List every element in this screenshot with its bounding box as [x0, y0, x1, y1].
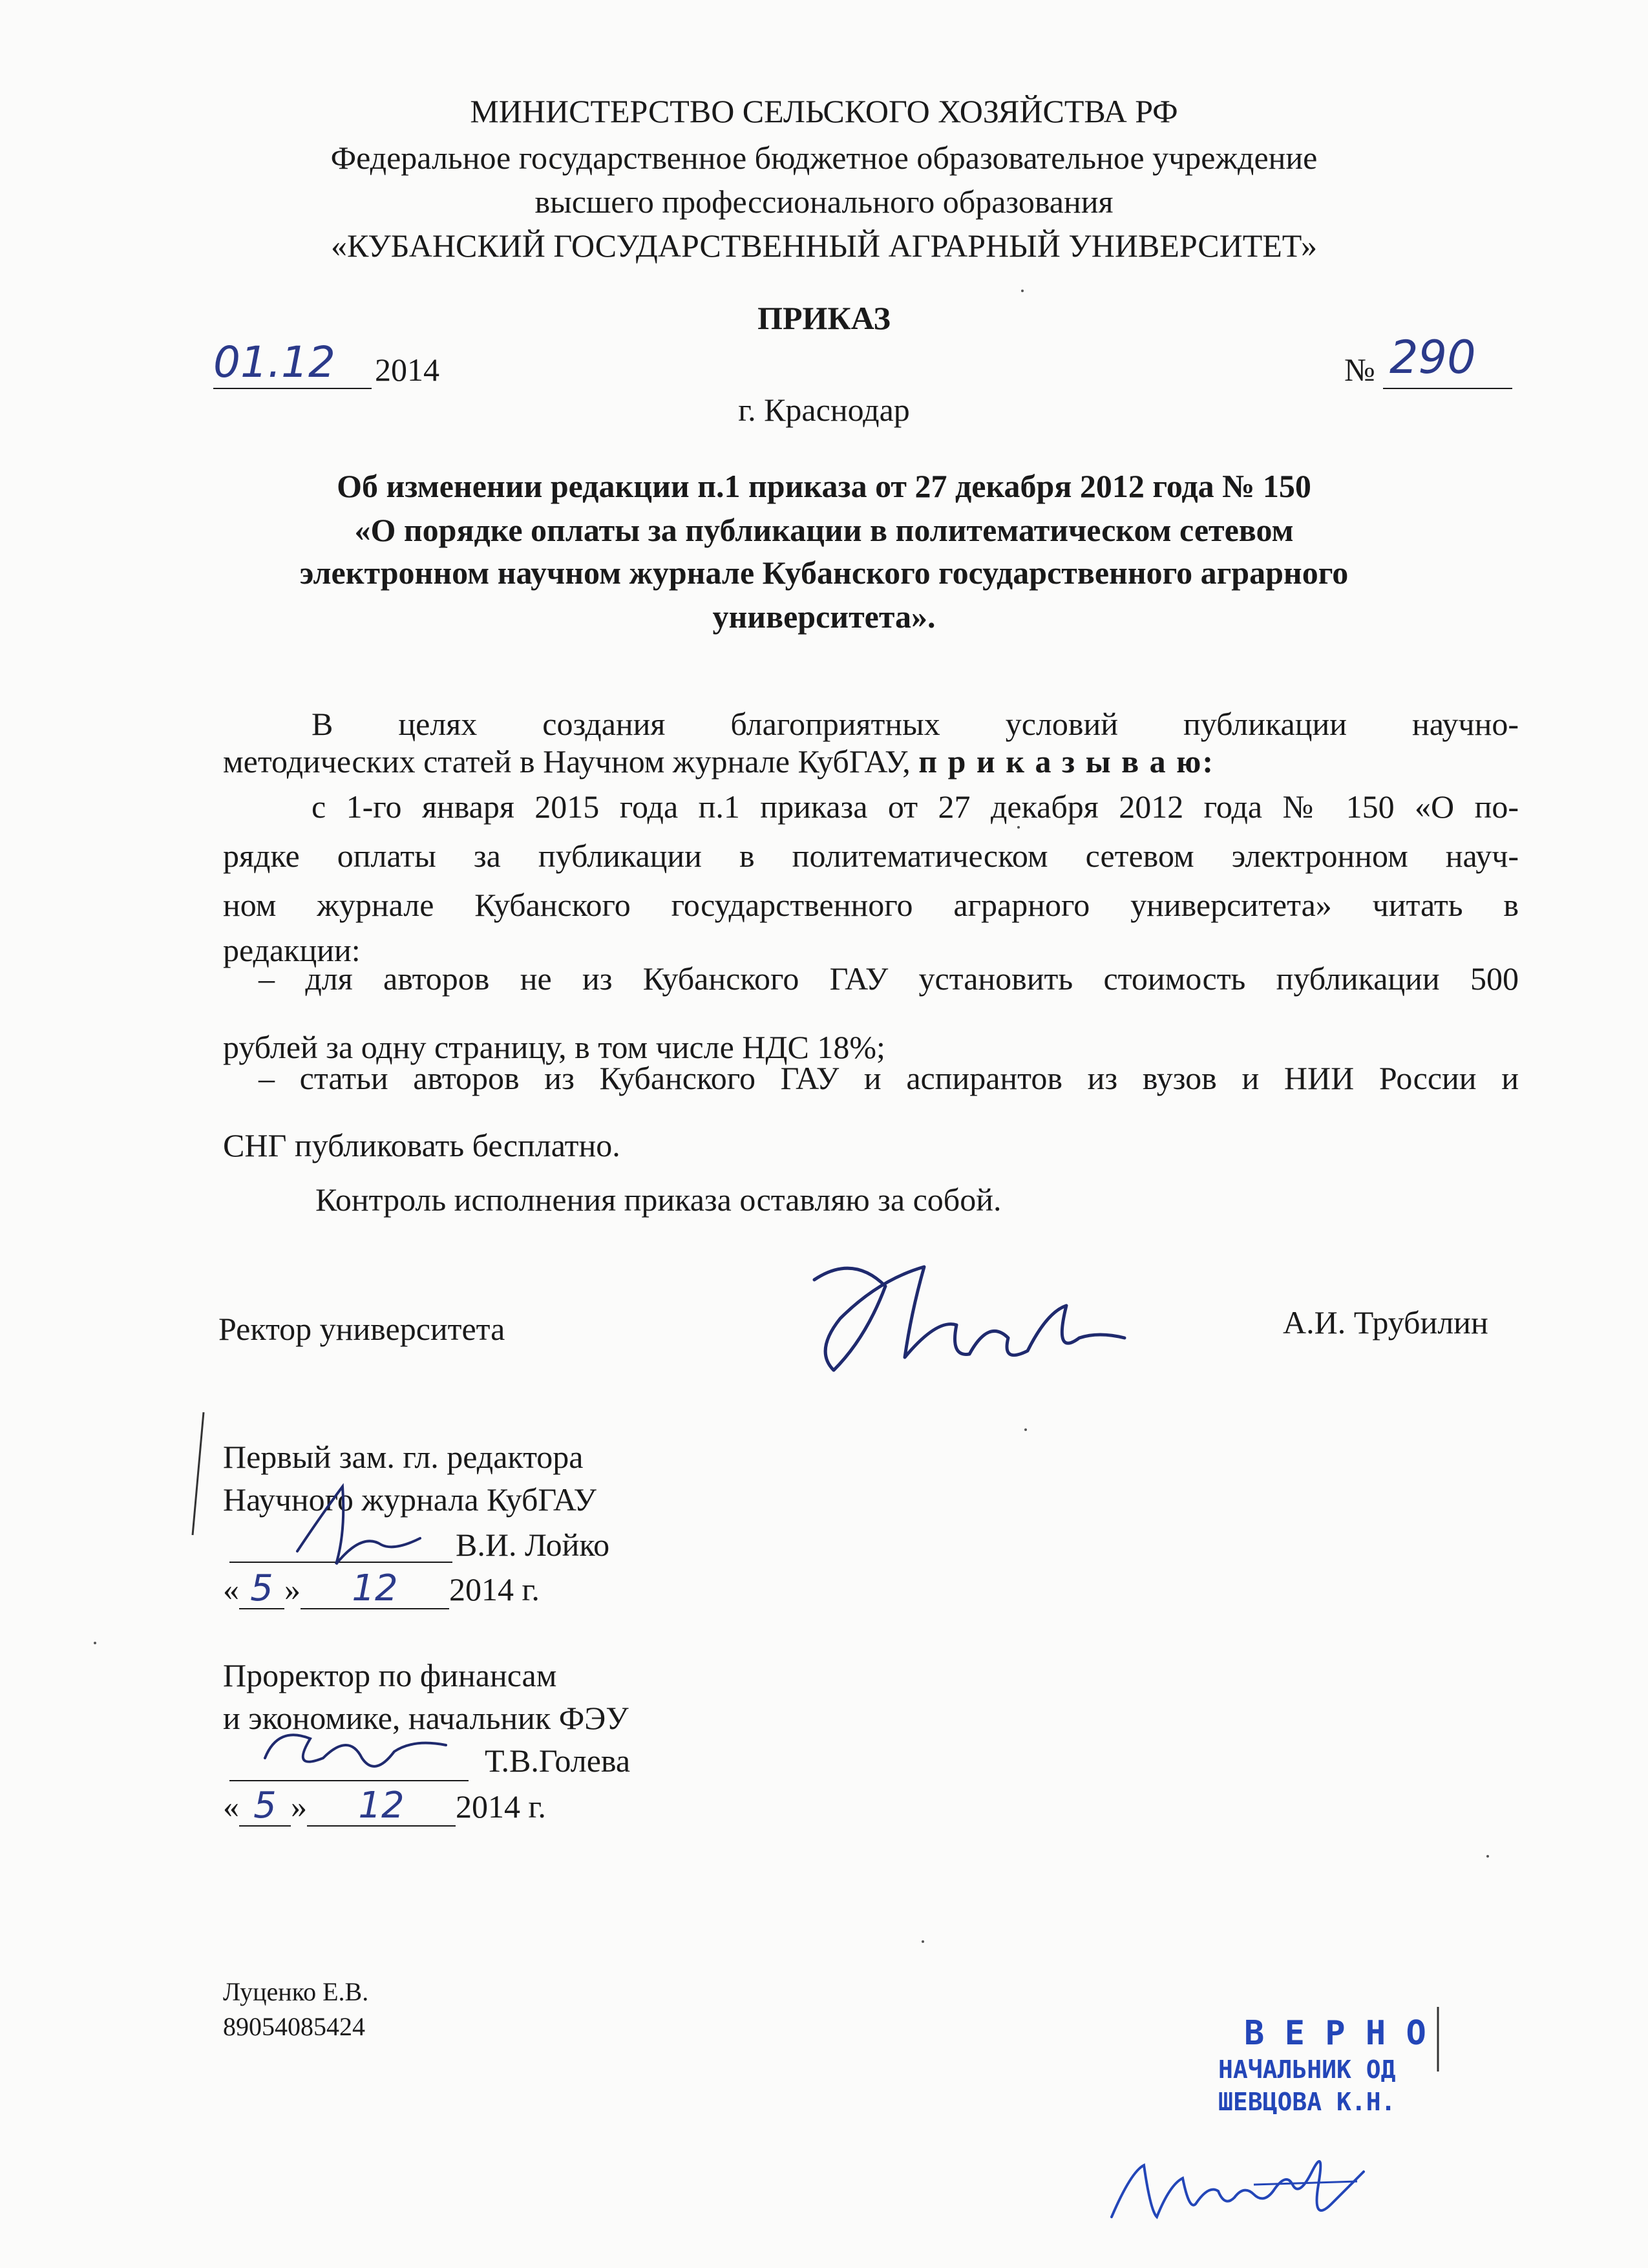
scan-speck	[1486, 1855, 1489, 1858]
margin-stroke	[1431, 2004, 1444, 2075]
subject-line-4: университета».	[712, 599, 936, 635]
approver-2-name: Т.В.Голева	[485, 1743, 631, 1779]
body-p1-line-2-text: методических статей в Научном журнале КубГАУ,	[223, 743, 911, 779]
contact-name: Луценко Е.В.	[223, 1977, 369, 2006]
approver-2-month: 12	[307, 1786, 456, 1827]
institution-line-1: Федеральное государственное бюджетное образовательное учреждение	[330, 140, 1318, 176]
approver-2-year: 2014 г.	[456, 1788, 546, 1825]
approver-2-day: 5	[239, 1786, 291, 1827]
control-statement: Контроль исполнения приказа оставляю за собой.	[315, 1182, 1002, 1218]
date-handwritten: 01.12	[213, 337, 335, 387]
scan-speck	[1021, 290, 1024, 292]
body-p2-line-4: редакции:	[223, 932, 361, 968]
approver-2-signature	[252, 1719, 459, 1790]
body-p2-line-3: ном журнале Кубанского государственного аграрного университета» читать в	[223, 887, 1519, 923]
approver-1-day: 5	[239, 1569, 284, 1609]
approver-1-date: « 5 » 12 2014 г.	[223, 1567, 540, 1609]
subject-line-3: электронном научном журнале Кубанского государственного аграрного	[299, 555, 1349, 591]
rector-title: Ректор университета	[218, 1311, 505, 1347]
stamp-signature	[1099, 2146, 1370, 2230]
list-item-1-line-1: – для авторов не из Кубанского ГАУ установить стоимость публикации 500	[259, 960, 1519, 997]
approver-1-month: 12	[301, 1569, 449, 1609]
university-name: «КУБАНСКИЙ ГОСУДАРСТВЕННЫЙ АГРАРНЫЙ УНИВЕРСИТЕТ»	[330, 228, 1318, 264]
rector-name: А.И. Трубилин	[1283, 1304, 1488, 1341]
margin-pencil-mark	[187, 1409, 207, 1538]
contact-phone: 89054085424	[223, 2012, 365, 2041]
list-item-2-line-2: СНГ публиковать бесплатно.	[223, 1127, 620, 1163]
order-title: ПРИКАЗ	[757, 300, 891, 336]
approver-1-name: В.И. Лойко	[456, 1527, 610, 1563]
rector-signature	[776, 1241, 1137, 1390]
city: г. Краснодар	[738, 392, 910, 428]
scan-speck	[94, 1642, 96, 1644]
subject-line-2: «О порядке оплаты за публикации в политематическом сетевом	[354, 512, 1294, 548]
stamp-name: ШЕВЦОВА К.Н.	[1218, 2088, 1396, 2116]
scan-speck	[922, 1940, 924, 1943]
stamp-verno: В Е Р Н О	[1244, 2014, 1426, 2053]
approver-2-title-line-2: и экономике, начальник ФЭУ	[223, 1700, 629, 1736]
body-p2-line-1: с 1-го января 2015 года п.1 приказа от 27 декабря 2012 года № 150 «О по-	[312, 789, 1519, 825]
stamp-position: НАЧАЛЬНИК ОД	[1218, 2055, 1396, 2084]
body-p2-line-2: рядке оплаты за публикации в политематическом сетевом электронном науч-	[223, 838, 1519, 874]
approver-1-title-line-1: Первый зам. гл. редактора	[223, 1439, 584, 1475]
list-item-1-line-2: рублей за одну страницу, в том числе НДС 18%;	[223, 1029, 885, 1065]
approver-1-signature	[284, 1474, 439, 1577]
approver-2-date: « 5 » 12 2014 г.	[223, 1785, 546, 1827]
institution-line-2: высшего профессионального образования	[534, 184, 1114, 220]
approver-1-title-line-2: Научного журнала КубГАУ	[223, 1481, 597, 1518]
list-item-2-line-1: – статьи авторов из Кубанского ГАУ и аспирантов из вузов и НИИ России и	[259, 1060, 1519, 1096]
number-prefix: №	[1344, 352, 1375, 388]
scan-speck	[1024, 1428, 1027, 1431]
order-year: 2014	[375, 352, 439, 388]
approver-2-title-line-1: Проректор по финансам	[223, 1657, 557, 1693]
number-handwritten: 290	[1389, 331, 1476, 384]
body-p1-command: п р и к а з ы в а ю:	[918, 743, 1215, 779]
scan-speck	[1017, 826, 1020, 829]
body-p1-line-2	[223, 742, 1214, 781]
body-p1-line-1: В целях создания благоприятных условий публикации научно-	[312, 706, 1519, 742]
approver-1-year: 2014 г.	[449, 1571, 540, 1607]
ministry-name: МИНИСТЕРСТВО СЕЛЬСКОГО ХОЗЯЙСТВА РФ	[470, 93, 1178, 129]
subject-line-1: Об изменении редакции п.1 приказа от 27 декабря 2012 года № 150	[337, 468, 1311, 504]
